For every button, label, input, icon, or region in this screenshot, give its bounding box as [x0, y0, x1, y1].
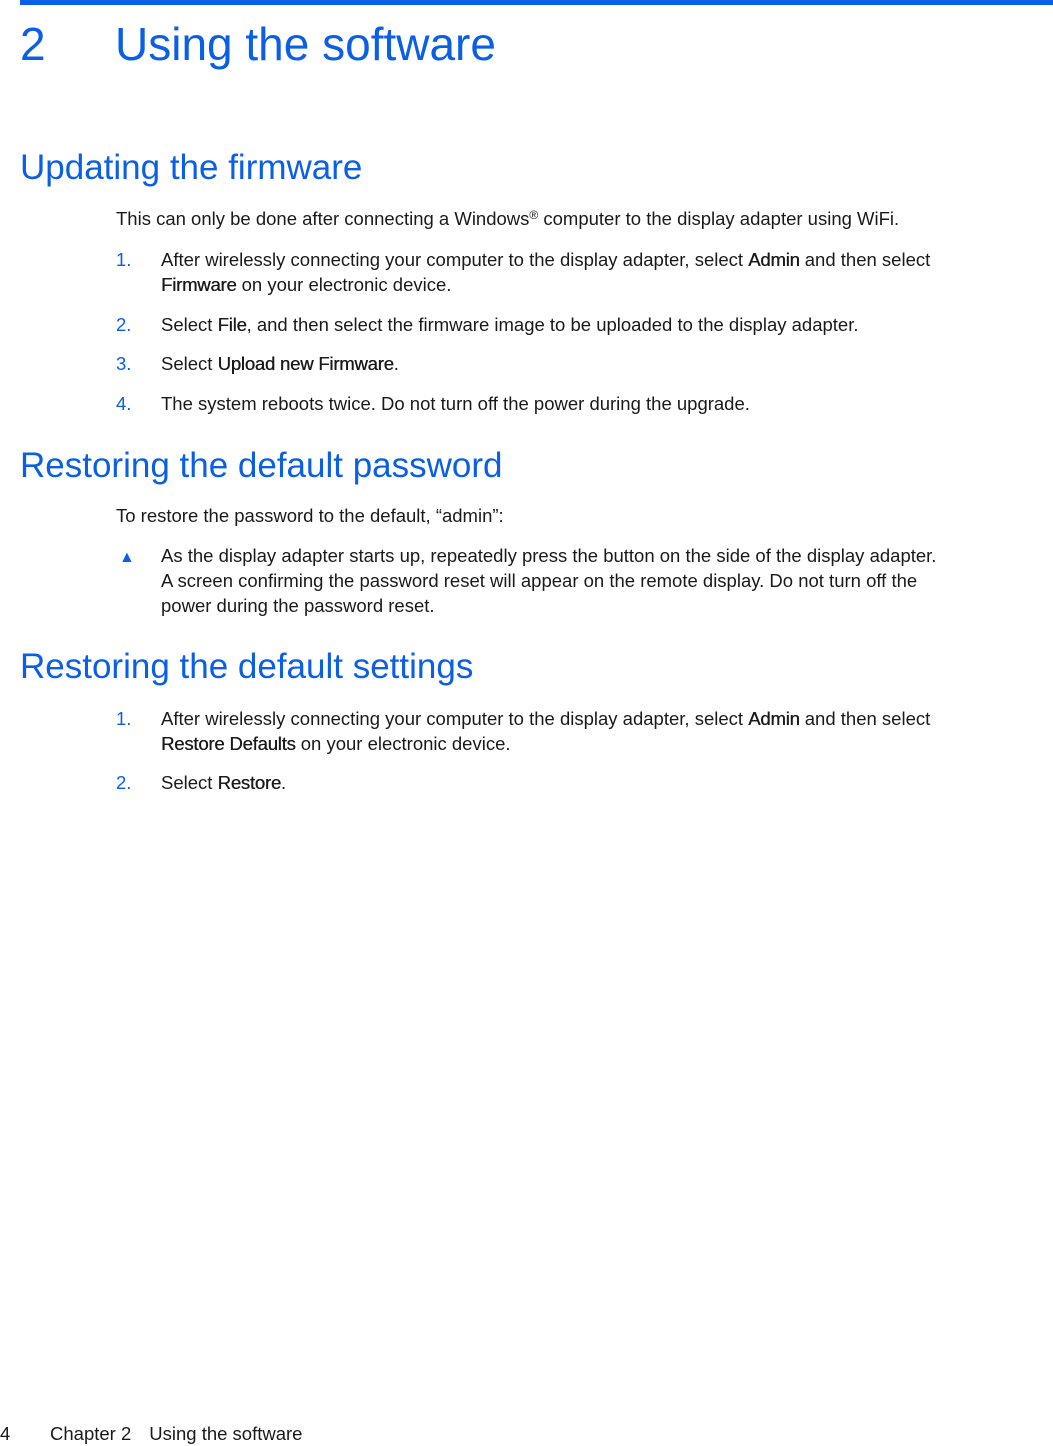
step-text: The system reboots twice. Do not turn off the power during the upgrade.: [161, 393, 750, 414]
ui-term-file: File: [217, 314, 247, 335]
firmware-intro-text-2: computer to the display adapter using WiFi.: [538, 208, 900, 229]
chapter-title: [20, 14, 496, 74]
step-text-line: [161, 731, 1053, 756]
password-intro: To restore the password to the default, “admin”:: [116, 505, 504, 526]
step-text-line: [161, 312, 1053, 337]
ui-term-firmware: Firmware: [161, 274, 237, 295]
step-text: After wirelessly connecting your computer to the display adapter, select: [161, 249, 749, 270]
step-text-line: [161, 706, 1053, 731]
step-text: Select: [161, 314, 218, 335]
step-text: Select: [161, 772, 218, 793]
page-number: 4: [0, 1423, 11, 1444]
ui-term-restore-defaults: Restore Defaults: [161, 733, 296, 754]
ui-term-restore: Restore: [217, 772, 281, 793]
registered-mark: ®: [529, 208, 539, 222]
step-text: After wirelessly connecting your computer to the display adapter, select: [161, 708, 749, 729]
step-text: , and then select the firmware image to be uploaded to the display adapter.: [246, 314, 859, 335]
section-heading-password: Restoring the default password: [20, 446, 503, 485]
section-heading-firmware: Updating the firmware: [20, 148, 363, 187]
step-text: .: [393, 353, 399, 374]
step-number: 2.: [116, 314, 132, 335]
ui-term-admin: Admin: [748, 708, 800, 729]
step-number: 4.: [116, 393, 132, 414]
step-number: 2.: [116, 772, 132, 793]
step-number: 3.: [116, 353, 132, 374]
step-number: 1.: [116, 708, 132, 729]
chapter-title-text: Using the software: [115, 18, 496, 70]
step-text: and then select: [799, 708, 931, 729]
firmware-intro: [116, 206, 899, 231]
bullet-text-line: A screen confirming the password reset will appear on the remote display. Do not turn off the: [161, 570, 918, 591]
top-rule: [20, 0, 1053, 5]
step-text-line: [161, 351, 1053, 376]
step-text: on your electronic device.: [236, 274, 452, 295]
bullet-text-line: As the display adapter starts up, repeatedly press the button on the side of the display adapter.: [161, 545, 937, 566]
triangle-icon: ▲: [119, 549, 135, 566]
step-text-line: [161, 247, 1053, 272]
step-text-line: [161, 770, 1053, 795]
page-footer: [0, 1421, 302, 1446]
step-text: on your electronic device.: [295, 733, 511, 754]
step-text: .: [280, 772, 287, 793]
step-number: 1.: [116, 249, 132, 270]
ui-term-admin: Admin: [748, 249, 800, 270]
footer-chapter-title: Using the software: [149, 1423, 303, 1444]
firmware-intro-text: This can only be done after connecting a Windows: [116, 208, 530, 229]
section-heading-settings: Restoring the default settings: [20, 647, 474, 686]
step-text: and then select: [799, 249, 931, 270]
step-text: Select: [161, 353, 218, 374]
chapter-number: 2: [20, 18, 46, 70]
bullet-text-line: power during the password reset.: [161, 595, 435, 616]
ui-term-upload-new-firmware: Upload new Firmware: [217, 353, 394, 374]
footer-chapter-label: Chapter 2: [50, 1423, 132, 1444]
step-text-line: [161, 272, 1053, 297]
